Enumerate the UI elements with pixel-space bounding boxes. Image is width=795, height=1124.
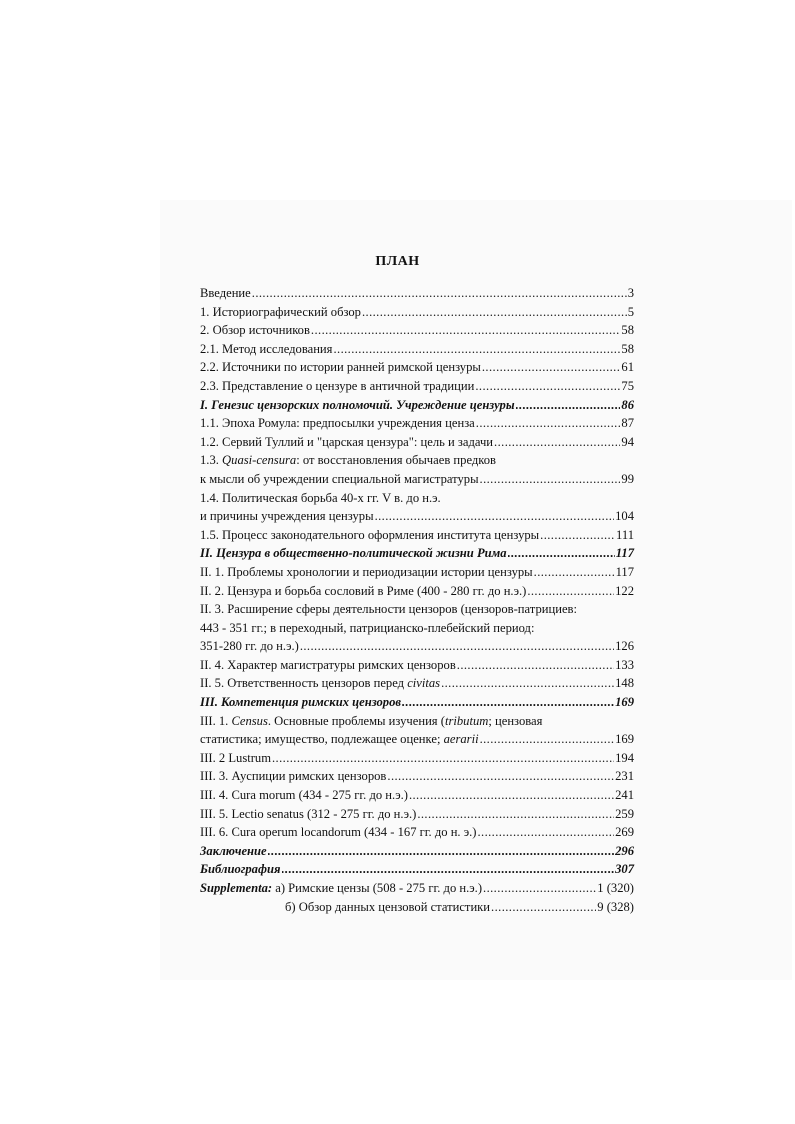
toc-entry: к мысли об учреждении специальной магистратуры ..... 99 bbox=[200, 470, 634, 489]
toc-conclusion: Заключение ..... 296 bbox=[200, 842, 634, 861]
toc-entry-line: 1.3. Quasi-censura: от восстановления обычаев предков bbox=[200, 453, 497, 468]
toc-entry: II. 1. Проблемы хронологии и периодизации истории цензуры ..... 117 bbox=[200, 563, 634, 582]
table-of-contents bbox=[200, 284, 634, 916]
toc-entry-line: III. 1. Census. Основные проблемы изучения (tributum; цензовая bbox=[200, 713, 543, 728]
toc-supplementa-b: б) Обзор данных цензовой статистики ..... 9 (328) bbox=[200, 898, 634, 917]
toc-entry: II. 2. Цензура и борьба сословий в Риме (400 - 280 гг. до н.э.) ..... 122 bbox=[200, 582, 634, 601]
toc-entry: 1.1. Эпоха Ромула: предпосылки учреждения ценза ..... 87 bbox=[200, 414, 634, 433]
toc-entry: III. 4. Cura morum (434 - 275 гг. до н.э.) ..... 241 bbox=[200, 786, 634, 805]
toc-entry-line: 443 - 351 гг.; в переходный, патрицианско-плебейский период: bbox=[200, 620, 535, 635]
toc-chapter-3: III. Компетенция римских цензоров ..... 169 bbox=[200, 693, 634, 712]
toc-chapter-1: I. Генезис цензорских полномочий. Учреждение цензуры ..... 86 bbox=[200, 396, 634, 415]
toc-entry: 2.1. Метод исследования ..... 58 bbox=[200, 340, 634, 359]
toc-entry: 2.3. Представление о цензуре в античной традиции ..... 75 bbox=[200, 377, 634, 396]
toc-entry: статистика; имущество, подлежащее оценке; aerarii ..... 169 bbox=[200, 730, 634, 749]
toc-entry: III. 2 Lustrum ..... 194 bbox=[200, 749, 634, 768]
toc-supplementa: Supplementa: а) Римские цензы (508 - 275 гг. до н.э.) ..... 1 (320) bbox=[200, 879, 634, 898]
toc-entry: 2. Обзор источников ..... 58 bbox=[200, 321, 634, 340]
toc-entry: 1.5. Процесс законодательного оформления института цензуры ..... 111 bbox=[200, 526, 634, 545]
toc-entry: II. 5. Ответственность цензоров перед civitas ..... 148 bbox=[200, 674, 634, 693]
toc-entry: III. 6. Cura operum locandorum (434 - 167 гг. до н. э.) ..... 269 bbox=[200, 823, 634, 842]
toc-chapter-2: II. Цензура в общественно-политической жизни Рима ..... 117 bbox=[200, 544, 634, 563]
toc-entry: 1. Историографический обзор ..... 5 bbox=[200, 303, 634, 322]
toc-entry: II. 4. Характер магистратуры римских цензоров ..... 133 bbox=[200, 656, 634, 675]
toc-bibliography: Библиография ..... 307 bbox=[200, 860, 634, 879]
toc-entry: III. 5. Lectio senatus (312 - 275 гг. до н.э.) ..... 259 bbox=[200, 805, 634, 824]
toc-entry: III. 3. Ауспиции римских цензоров ..... 231 bbox=[200, 767, 634, 786]
toc-entry: 1.2. Сервий Туллий и "царская цензура": цель и задачи ..... 94 bbox=[200, 433, 634, 452]
toc-entry: 351-280 гг. до н.э.) ..... 126 bbox=[200, 637, 634, 656]
toc-entry-line: II. 3. Расширение сферы деятельности цензоров (цензоров-патрициев: bbox=[200, 602, 578, 617]
toc-entry: 2.2. Источники по истории ранней римской цензуры ..... 61 bbox=[200, 358, 634, 377]
toc-entry-line: 1.4. Политическая борьба 40-х гг. V в. до н.э. bbox=[200, 490, 441, 505]
page-title: ПЛАН bbox=[375, 254, 420, 269]
toc-entry-intro: Введение ..... 3 bbox=[200, 284, 634, 303]
toc-entry: и причины учреждения цензуры ..... 104 bbox=[200, 507, 634, 526]
